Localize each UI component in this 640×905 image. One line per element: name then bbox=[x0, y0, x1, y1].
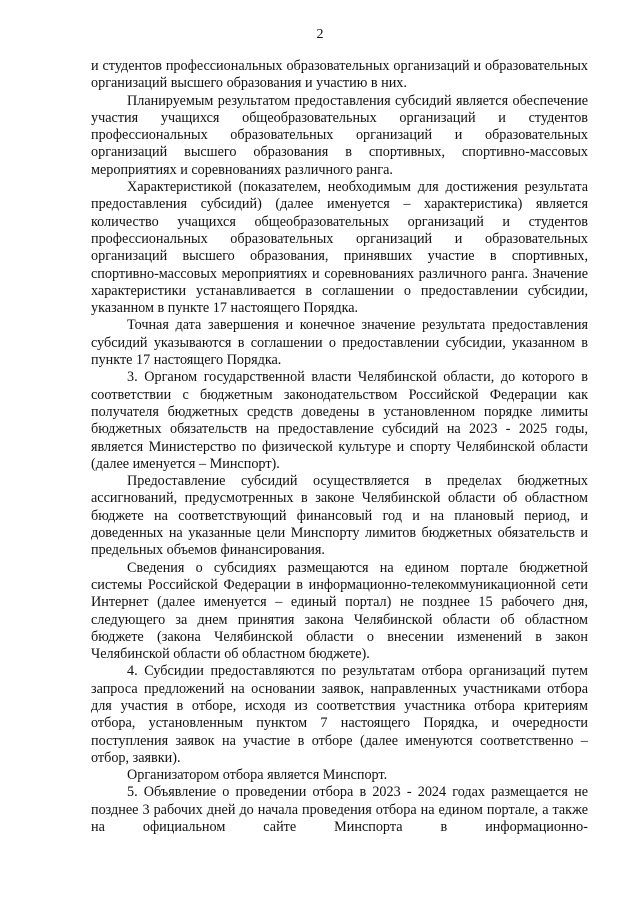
paragraph-characteristic: Характеристикой (показателем, необходимым для достижения результата предоставления субсидий) (далее именуется – характеристика) является количество учащихся общеобразовательных организаций и студентов профессиональных образовательных организаций и образовательных организаций высшего образования, принявших участие в спортивных, спортивно-массовых мероприятиях и соревнованиях различного ранга. Значение характеристики устанавливается в соглашении о предоставлении субсидии, указанном в пункте 17 настоящего Порядка. bbox=[91, 179, 588, 317]
paragraph-subsidy-info: Сведения о субсидиях размещаются на едином портале бюджетной системы Российской Федерации в информационно-телекоммуникационной сети Интернет (далее именуется – единый портал) не позднее 15 рабочего дня, следующего за днем принятия закона Челябинской области об областном бюджете (закона Челябинской области о внесении изменений в закон Челябинской области об областном бюджете). bbox=[91, 559, 588, 663]
paragraph-item-5: 5. Объявление о проведении отбора в 2023 - 2024 годах размещается не позднее 3 рабочих дней до начала проведения отбора на едином портале, а также на официальном сайте Минспорта в информационно- bbox=[91, 784, 588, 836]
paragraph-item-3: 3. Органом государственной власти Челябинской области, до которого в соответствии с бюджетным законодательством Российской Федерации как получателя бюджетных средств доведены в установленном порядке лимиты бюджетных обязательств на предоставление субсидий на 2023 - 2025 годы, является Министерство по физической культуре и спорту Челябинской области (далее именуется – Минспорт). bbox=[91, 369, 588, 472]
page-number: 2 bbox=[316, 27, 324, 42]
paragraph-organizer: Организатором отбора является Минспорт. bbox=[127, 767, 388, 784]
paragraph-item-4: 4. Субсидии предоставляются по результатам отбора организаций путем запроса предложений на основании заявок, направленных участниками отбора для участия в отборе, исходя из соответствия участника отбора критериям отбора, установленным пунктом 7 настоящего Порядка, и очередности поступления заявок на участие в отборе (далее именуются соответственно – отбор, заявки). bbox=[91, 663, 588, 766]
paragraph-planned-result: Планируемым результатом предоставления субсидий является обеспечение участия учащихся общеобразовательных организаций и студентов профессиональных образовательных организаций и образовательных организаций высшего образования в спортивных, спортивно-массовых мероприятиях и соревнованиях различного ранга. bbox=[91, 92, 588, 178]
paragraph-exact-date: Точная дата завершения и конечное значение результата предоставления субсидий указываются в соглашении о предоставлении субсидии, указанном в пункте 17 настоящего Порядка. bbox=[91, 317, 588, 369]
paragraph-continuation: и студентов профессиональных образовательных организаций и образовательных организаций высшего образования и участию в них. bbox=[91, 58, 588, 92]
document-body bbox=[91, 58, 588, 836]
paragraph-budget-allocations: Предоставление субсидий осуществляется в пределах бюджетных ассигнований, предусмотренных в законе Челябинской области об областном бюджете на соответствующий финансовый год и на плановый период, и доведенных на указанные цели Минспорту лимитов бюджетных обязательств и предельных объемов финансирования. bbox=[91, 473, 588, 559]
